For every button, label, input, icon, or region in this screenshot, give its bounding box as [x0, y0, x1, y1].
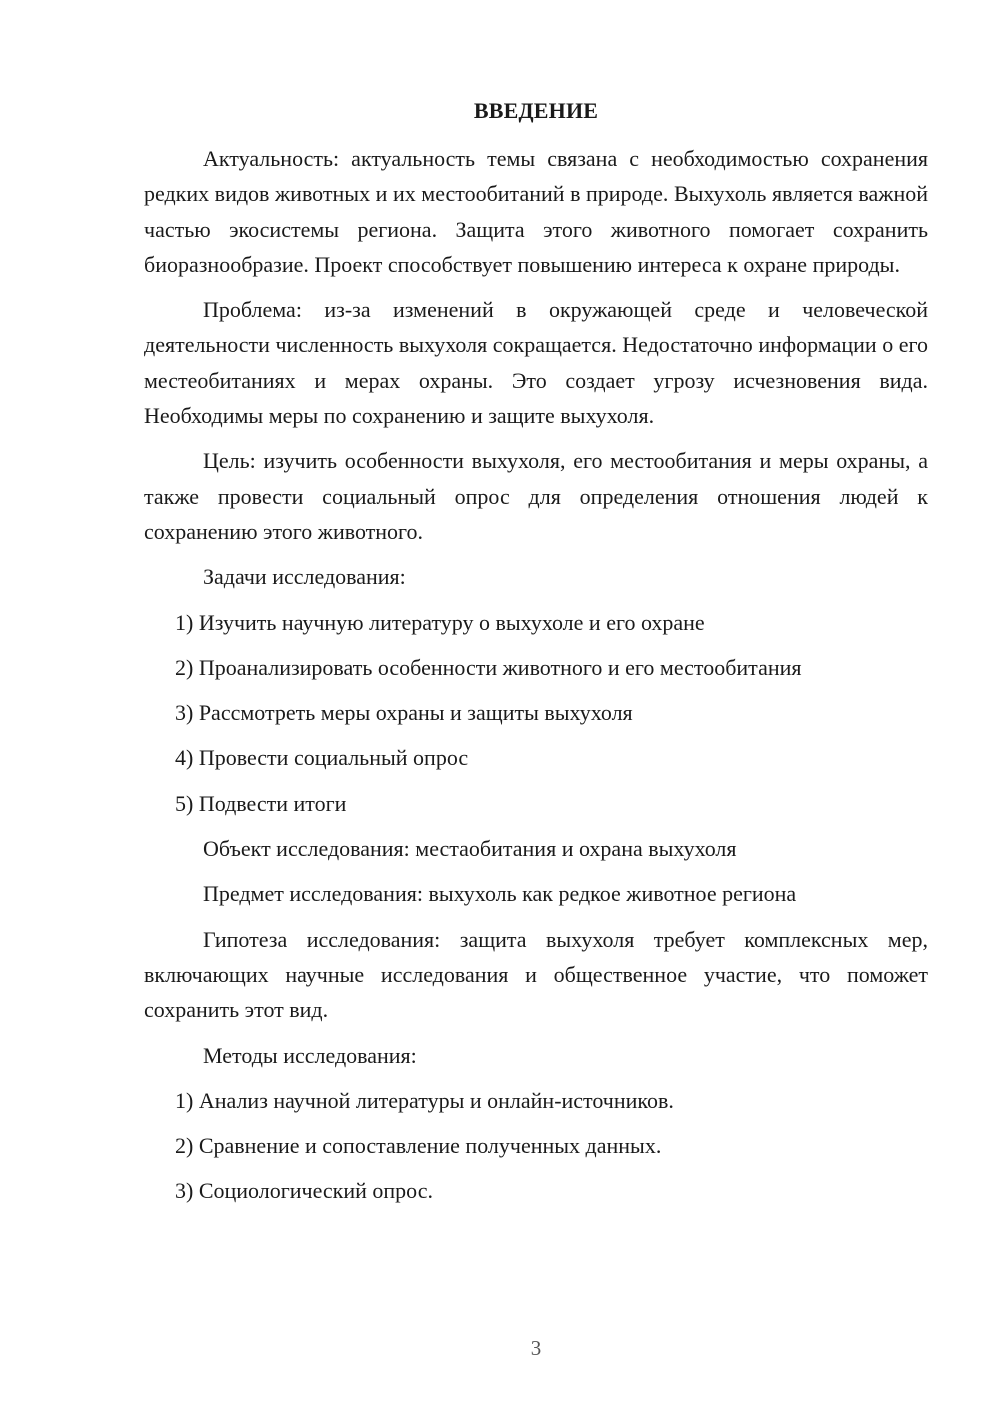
problem-paragraph: Проблема: из-за изменений в окружающей среде и человеческой деятельности численность выхухоля сокращается. Недостаточно информации о его местеобитаниях и мерах охраны. Это создает угрозу исчезновения вида. Необходимы меры по сохранению и защите выхухоля. [144, 297, 928, 429]
task-item: 3) Рассмотреть меры охраны и защиты выхухоля [175, 700, 633, 726]
method-item: 2) Сравнение и сопоставление полученных данных. [175, 1133, 662, 1159]
page-number: 3 [530, 1336, 542, 1360]
goal-paragraph: Цель: изучить особенности выхухоля, его местообитания и меры охраны, а также провести социальный опрос для определения отношения людей к сохранению этого животного. [144, 448, 928, 544]
methods-heading: Методы исследования: [203, 1042, 417, 1068]
task-item: 4) Провести социальный опрос [175, 745, 469, 771]
section-title: ВВЕДЕНИЕ [473, 98, 599, 123]
tasks-heading: Задачи исследования: [203, 564, 406, 590]
page-content [144, 95, 928, 1219]
task-item: 5) Подвести итоги [175, 790, 347, 816]
relevance-paragraph: Актуальность: актуальность темы связана с необходимостью сохранения редких видов животных и их местообитаний в природе. Выхухоль является важной частью экосистемы региона. Защита этого животного помогает сохранить биоразнообразие. Проект способствует повышению интереса к охране природы. [144, 146, 928, 277]
method-item: 3) Социологический опрос. [175, 1178, 433, 1204]
task-item: 2) Проанализировать особенности животного и его местообитания [175, 654, 802, 680]
method-item: 1) Анализ научной литературы и онлайн-источников. [175, 1087, 674, 1113]
research-object: Объект исследования: местаобитания и охрана выхухоля [203, 836, 737, 862]
task-item: 1) Изучить научную литературу о выхухоле и его охране [175, 609, 705, 635]
hypothesis-paragraph: Гипотеза исследования: защита выхухоля требует комплексных мер, включающих научные исследования и общественное участие, что поможет сохранить этот вид. [144, 926, 928, 1023]
research-subject: Предмет исследования: выхухоль как редкое животное региона [203, 881, 797, 907]
